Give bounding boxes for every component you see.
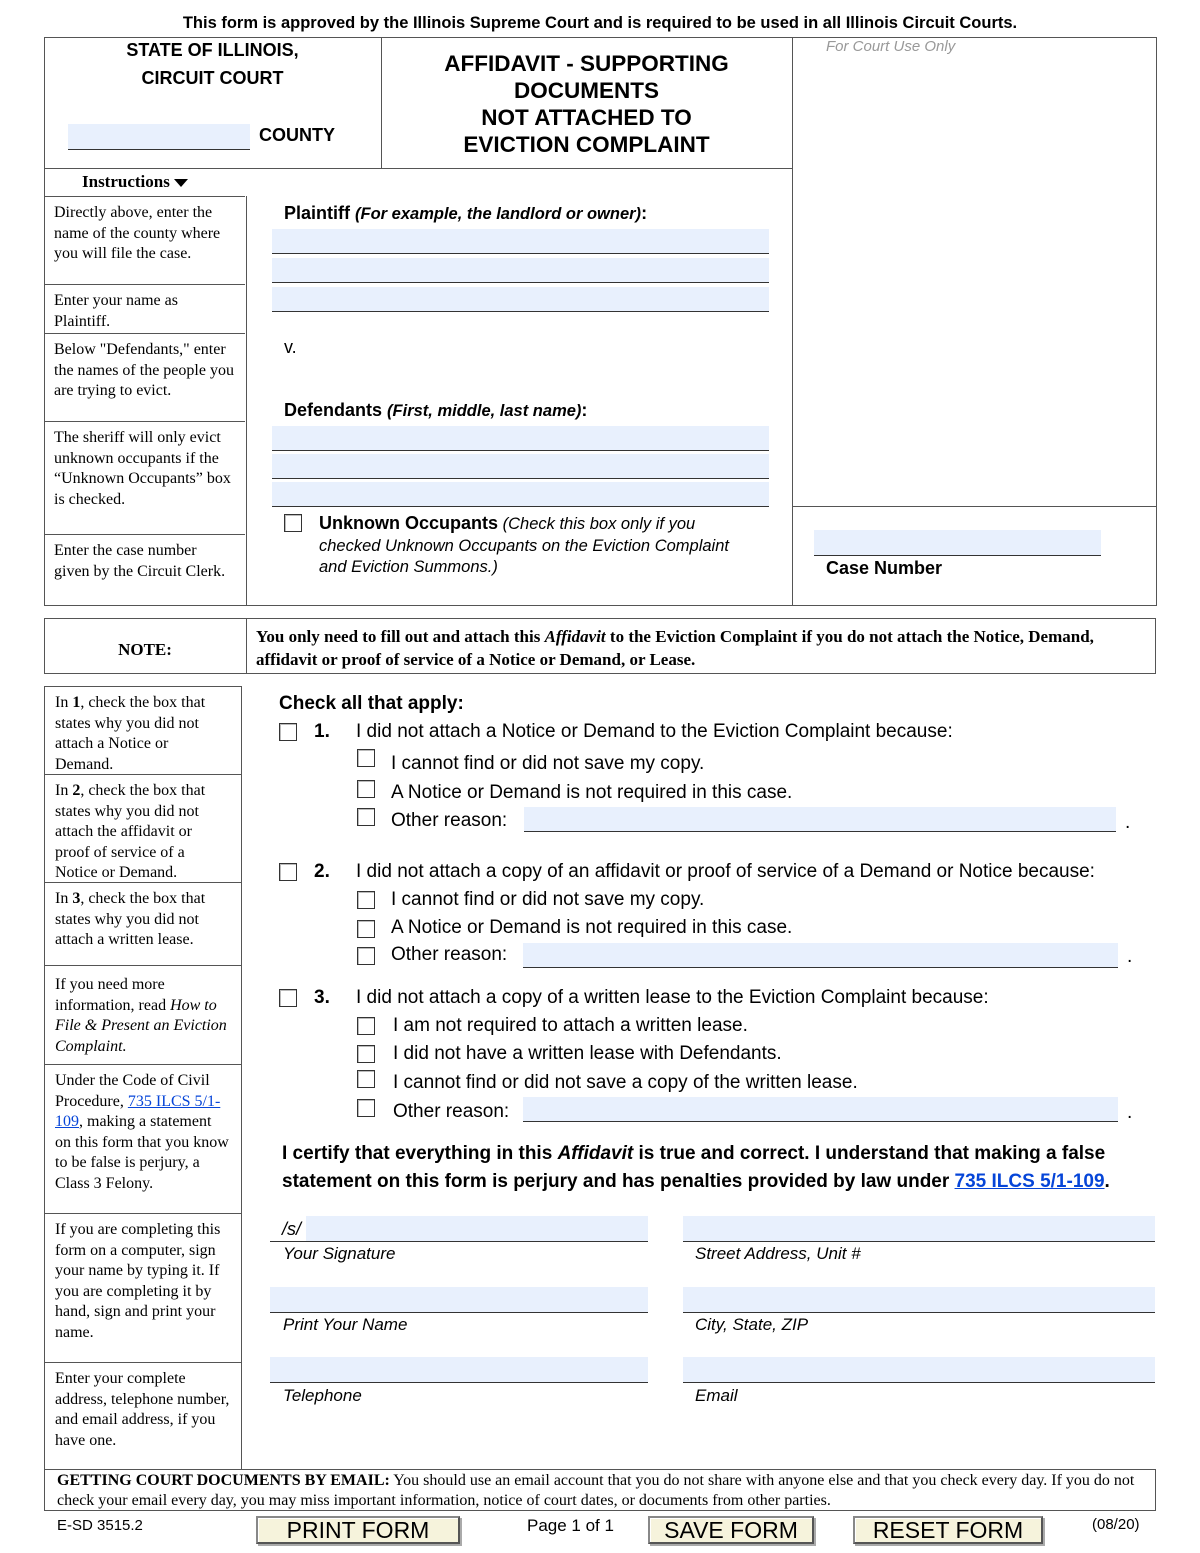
note-label: NOTE: — [118, 640, 172, 659]
instructions-toggle[interactable]: Instructions — [82, 172, 188, 192]
period: . — [1127, 1102, 1133, 1123]
section-3-number: 3. — [314, 987, 330, 1008]
section-1-number: 1. — [314, 721, 330, 742]
section-1-checkbox[interactable] — [279, 723, 297, 741]
certification-statute-link[interactable]: 735 ILCS 5/1-109 — [954, 1171, 1105, 1192]
defendants-input-3[interactable] — [272, 482, 769, 507]
instruction-address: Enter your complete address, telephone number, and email address, if you have one. — [44, 1362, 241, 1469]
section-2-option-3-checkbox[interactable] — [357, 947, 375, 965]
section-2-option-3-label: Other reason: — [391, 944, 508, 965]
email-input[interactable] — [683, 1357, 1155, 1383]
certification-text: I certify that everything in this Affidavit is true and correct. I understand that making a false statement on this form is perjury and has penalties provided by law under 735 ILCS 5/1-109. — [282, 1143, 1110, 1192]
period: . — [1127, 946, 1133, 967]
county-label: COUNTY — [259, 125, 335, 145]
section-3-option-1-checkbox[interactable] — [357, 1017, 375, 1035]
caret-down-icon — [174, 179, 188, 187]
signature-input[interactable] — [270, 1216, 648, 1242]
court-name: CIRCUIT COURT — [141, 68, 284, 88]
county-input[interactable] — [68, 124, 250, 150]
instruction-perjury: Under the Code of Civil Procedure, 735 ILCS 5/1-109, making a statement on this form that you know to be false is perjury, a Class 3 Felony. — [44, 1064, 241, 1214]
case-number-label: Case Number — [826, 558, 943, 578]
instruction-plaintiff: Enter your name as Plaintiff. — [44, 284, 245, 334]
section-3-option-2-label: I did not have a written lease with Defendants. — [393, 1043, 782, 1064]
section-1-other-reason-input[interactable] — [524, 807, 1116, 832]
print-form-button[interactable]: PRINT FORM — [256, 1516, 460, 1544]
street-address-label: Street Address, Unit # — [695, 1244, 861, 1263]
section-2-number: 2. — [314, 861, 330, 882]
section-2-option-1-label: I cannot find or did not save my copy. — [391, 889, 705, 910]
section-1-option-3-checkbox[interactable] — [357, 808, 375, 826]
section-1-option-1-label: I cannot find or did not save my copy. — [391, 753, 705, 774]
plaintiff-input-3[interactable] — [272, 287, 769, 312]
section-2-checkbox[interactable] — [279, 863, 297, 881]
reset-form-button[interactable]: RESET FORM — [853, 1516, 1043, 1544]
section-2-option-2-checkbox[interactable] — [357, 920, 375, 938]
defendants-input-2[interactable] — [272, 454, 769, 479]
telephone-input[interactable] — [270, 1357, 648, 1383]
section-3-checkbox[interactable] — [279, 989, 297, 1007]
section-2-text: I did not attach a copy of an affidavit or proof of service of a Demand or Notice because: — [356, 861, 1095, 882]
print-name-label: Print Your Name — [283, 1315, 408, 1334]
city-state-zip-label: City, State, ZIP — [695, 1315, 809, 1334]
court-use-label: For Court Use Only — [826, 38, 956, 55]
section-3-option-3-label: I cannot find or did not save a copy of the written lease. — [393, 1072, 858, 1093]
instruction-section-2: In 2, check the box that states why you did not attach the affidavit or proof of service of a Notice or Demand. — [44, 774, 241, 883]
revision-date: (08/20) — [1092, 1516, 1140, 1533]
street-address-input[interactable] — [683, 1216, 1155, 1242]
approval-note: This form is approved by the Illinois Supreme Court and is required to be used in all Illinois Circuit Courts. — [182, 14, 1018, 32]
instruction-section-3: In 3, check the box that states why you did not attach a written lease. — [44, 882, 241, 966]
section-3-option-1-label: I am not required to attach a written lease. — [393, 1015, 748, 1036]
form-code: E-SD 3515.2 — [57, 1517, 143, 1534]
defendants-label: Defendants (First, middle, last name): — [284, 400, 588, 420]
section-3-option-4-label: Other reason: — [393, 1101, 510, 1122]
save-form-button[interactable]: SAVE FORM — [648, 1516, 814, 1544]
telephone-label: Telephone — [283, 1386, 362, 1405]
court-state: STATE OF ILLINOIS, — [126, 40, 299, 60]
section-1-option-3-label: Other reason: — [391, 810, 508, 831]
instruction-defendants: Below "Defendants," enter the names of the people you are trying to evict. — [44, 333, 245, 422]
statute-link[interactable]: 735 ILCS 5/1-109 — [55, 1092, 221, 1130]
email-label: Email — [695, 1386, 738, 1405]
defendants-input-1[interactable] — [272, 426, 769, 451]
section-3-option-2-checkbox[interactable] — [357, 1045, 375, 1063]
versus-label: v. — [284, 337, 297, 357]
section-3-text: I did not attach a copy of a written lease to the Eviction Complaint because: — [356, 987, 989, 1008]
case-number-input[interactable] — [814, 530, 1101, 556]
form-title: AFFIDAVIT - SUPPORTING DOCUMENTS NOT ATTACHED TO EVICTION COMPLAINT — [444, 51, 729, 157]
plaintiff-input-2[interactable] — [272, 258, 769, 283]
instruction-case-number: Enter the case number given by the Circuit Clerk. — [44, 534, 245, 606]
section-2-option-1-checkbox[interactable] — [357, 891, 375, 909]
section-3-option-4-checkbox[interactable] — [357, 1099, 375, 1117]
section-2-other-reason-input[interactable] — [523, 943, 1118, 968]
page-number: Page 1 of 1 — [527, 1516, 614, 1535]
section-2-option-2-label: A Notice or Demand is not required in this case. — [391, 917, 793, 938]
section-1-text: I did not attach a Notice or Demand to the Eviction Complaint because: — [356, 721, 953, 742]
unknown-occupants-label: Unknown Occupants (Check this box only if you checked Unknown Occupants on the Eviction Complaint and Eviction Summons.) — [319, 513, 729, 576]
instruction-unknown: The sheriff will only evict unknown occupants if the “Unknown Occupants” box is checked. — [44, 421, 245, 535]
note-text: You only need to fill out and attach this Affidavit to the Eviction Complaint if you do not attach the Notice, Demand, affidavit or proof of service of a Notice or Demand, or Lease. — [256, 627, 1094, 669]
instruction-county: Directly above, enter the name of the county where you will file the case. — [44, 196, 245, 285]
city-state-zip-input[interactable] — [683, 1287, 1155, 1313]
section-3-other-reason-input[interactable] — [523, 1097, 1118, 1122]
email-notice: GETTING COURT DOCUMENTS BY EMAIL: You should use an email account that you do not share with anyone else and that you check every day. If you do not check your email every day, you may miss important information, notice of court dates, or documents from other parties. — [44, 1469, 1156, 1511]
plaintiff-label: Plaintiff (For example, the landlord or owner): — [284, 203, 648, 223]
instruction-section-1: In 1, check the box that states why you did not attach a Notice or Demand. — [44, 686, 241, 775]
check-all-heading: Check all that apply: — [279, 693, 464, 714]
print-name-input[interactable] — [270, 1287, 648, 1313]
signature-prefix: /s/ — [282, 1219, 302, 1239]
plaintiff-input-1[interactable] — [272, 229, 769, 254]
section-3-option-3-checkbox[interactable] — [357, 1070, 375, 1088]
section-1-option-1-checkbox[interactable] — [357, 749, 375, 767]
unknown-occupants-checkbox[interactable] — [284, 514, 302, 532]
instruction-signature: If you are completing this form on a computer, sign your name by typing it. If you are completing it by hand, sign and print your name. — [44, 1213, 241, 1363]
section-1-option-2-checkbox[interactable] — [357, 780, 375, 798]
instruction-more-info: If you need more information, read How to File & Present an Eviction Complaint. — [44, 965, 241, 1065]
signature-label: Your Signature — [283, 1244, 396, 1263]
period: . — [1125, 812, 1131, 833]
section-1-option-2-label: A Notice or Demand is not required in this case. — [391, 782, 793, 803]
